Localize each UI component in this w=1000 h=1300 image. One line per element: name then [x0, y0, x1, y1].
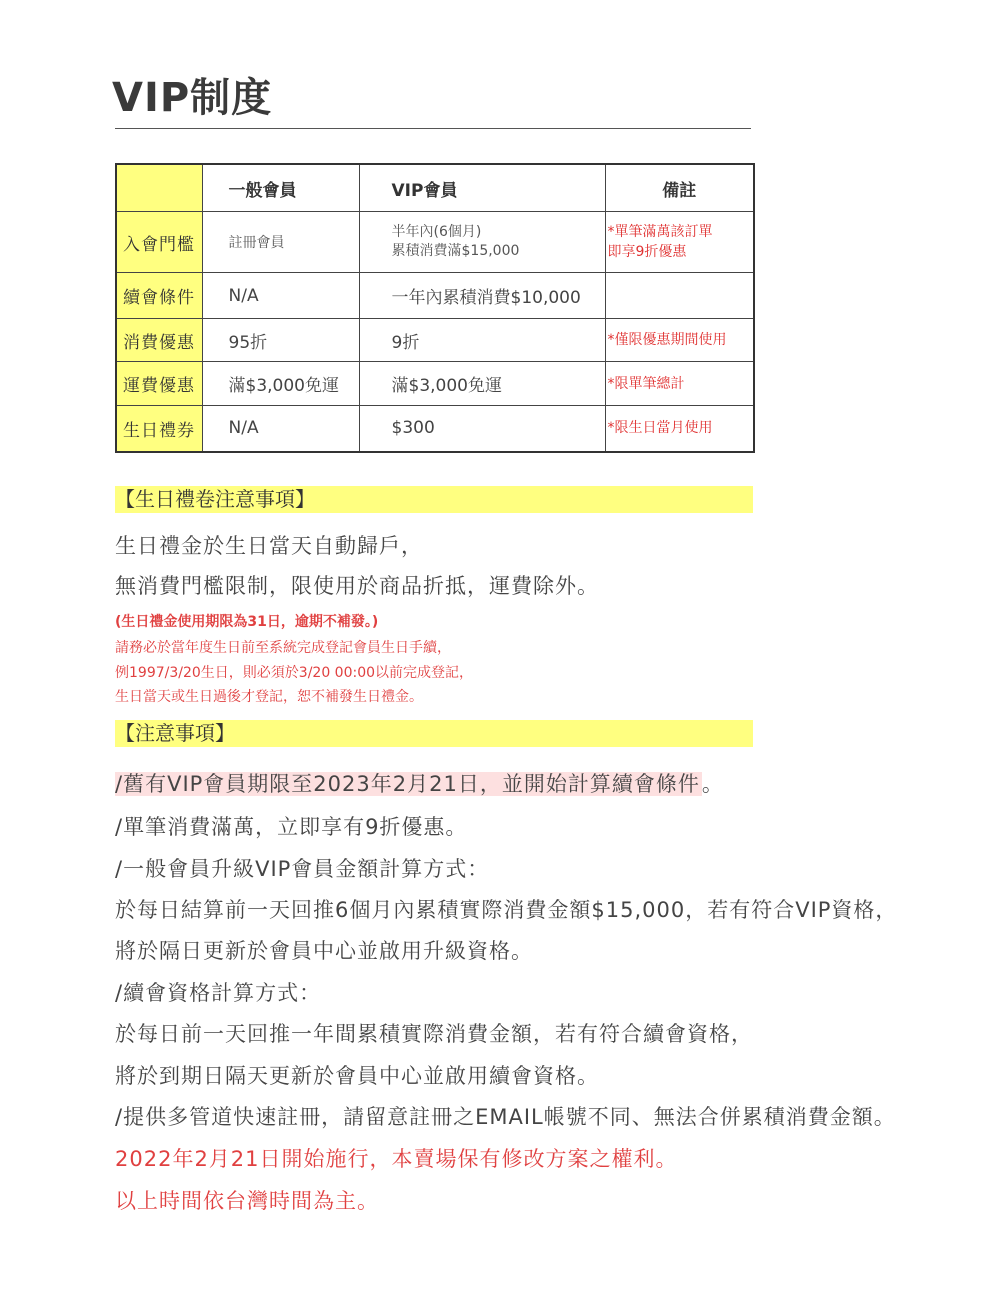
birthday-line-1: 生日禮金於生日當天自動歸戶， — [115, 534, 423, 558]
table-row — [116, 273, 754, 319]
cell-general-discount: 95折 — [202, 319, 359, 362]
row-label-shipping: 運費優惠 — [116, 362, 202, 406]
notice-highlighted-tail: 。 — [701, 772, 724, 796]
row-label-birthday: 生日禮券 — [116, 406, 202, 452]
cell-note-shipping: *限單筆總計 — [605, 362, 754, 406]
cell-note-birthday: *限生日當月使用 — [605, 406, 754, 452]
cell-general-entry: 註冊會員 — [202, 212, 359, 273]
cell-note-entry — [605, 212, 754, 273]
row-label-entry: 入會門檻 — [116, 212, 202, 273]
notice-line-8: /提供多管道快速註冊，請留意註冊之EMAIL帳號不同、無法合併累積消費金額。 — [115, 1105, 896, 1129]
birthday-red-line-2: 例1997/3/20生日，則必須於3/20 00:00以前完成登記， — [115, 665, 474, 681]
notice-line-1: /單筆消費滿萬，立即享有9折優惠。 — [115, 815, 468, 839]
header-note: 備註 — [605, 164, 754, 212]
notice-line-6: 於每日前一天回推一年間累積實際消費金額，若有符合續會資格， — [115, 1022, 753, 1046]
header-corner — [116, 164, 202, 212]
birthday-expiry-note: (生日禮金使用期限為31日，逾期不補發。) — [115, 614, 379, 630]
cell-vip-entry-line2: 累積消費滿$15,000 — [391, 243, 520, 259]
cell-vip-entry-line1: 半年內(6個月) — [391, 224, 482, 240]
row-label-discount: 消費優惠 — [116, 319, 202, 362]
cell-general-renewal: N/A — [202, 273, 359, 319]
cell-vip-discount: 9折 — [359, 319, 605, 362]
notice-line-2: /一般會員升級VIP會員金額計算方式： — [115, 857, 490, 881]
notice-section-heading: 【注意事項】 — [115, 720, 753, 747]
cell-general-shipping: 滿$3,000免運 — [202, 362, 359, 406]
title-divider — [115, 128, 751, 129]
table-header-row — [116, 164, 754, 212]
birthday-section-heading: 【生日禮卷注意事項】 — [115, 486, 753, 513]
cell-vip-renewal: 一年內累積消費$10,000 — [359, 273, 605, 319]
table-row — [116, 362, 754, 406]
table-row — [116, 319, 754, 362]
table-row — [116, 406, 754, 452]
notice-line-7: 將於到期日隔天更新於會員中心並啟用續會資格。 — [115, 1064, 599, 1088]
page-title: VIP制度 — [112, 75, 273, 121]
cell-note-renewal — [605, 273, 754, 319]
notice-line-4: 將於隔日更新於會員中心並啟用升級資格。 — [115, 939, 533, 963]
notice-highlighted-line — [115, 768, 724, 798]
header-general-member: 一般會員 — [202, 164, 359, 212]
notice-highlighted-text: /舊有VIP會員期限至2023年2月21日，並開始計算續會條件 — [115, 772, 700, 796]
birthday-line-2: 無消費門檻限制，限使用於商品折抵，運費除外。 — [115, 574, 599, 598]
notice-red-line-2: 以上時間依台灣時間為主。 — [115, 1189, 379, 1213]
cell-vip-birthday: $300 — [359, 406, 605, 452]
table-row — [116, 212, 754, 273]
cell-general-birthday: N/A — [202, 406, 359, 452]
notice-line-5: /續會資格計算方式： — [115, 981, 322, 1005]
cell-note-discount: *僅限優惠期間使用 — [605, 319, 754, 362]
row-label-renewal: 續會條件 — [116, 273, 202, 319]
cell-vip-shipping: 滿$3,000免運 — [359, 362, 605, 406]
cell-vip-entry — [359, 212, 605, 273]
header-vip-member: VIP會員 — [359, 164, 605, 212]
cell-note-entry-line1: *單筆滿萬該訂單 — [607, 224, 713, 240]
birthday-red-line-3: 生日當天或生日過後才登記，恕不補發生日禮金。 — [115, 689, 423, 705]
notice-red-line-1: 2022年2月21日開始施行，本賣場保有修改方案之權利。 — [115, 1147, 678, 1171]
cell-note-entry-line2: 即享9折優惠 — [607, 244, 687, 260]
notice-line-3: 於每日結算前一天回推6個月內累積實際消費金額$15,000，若有符合VIP資格， — [115, 898, 898, 922]
vip-comparison-table — [115, 163, 755, 453]
birthday-red-line-1: 請務必於當年度生日前至系統完成登記會員生日手續， — [115, 640, 451, 656]
